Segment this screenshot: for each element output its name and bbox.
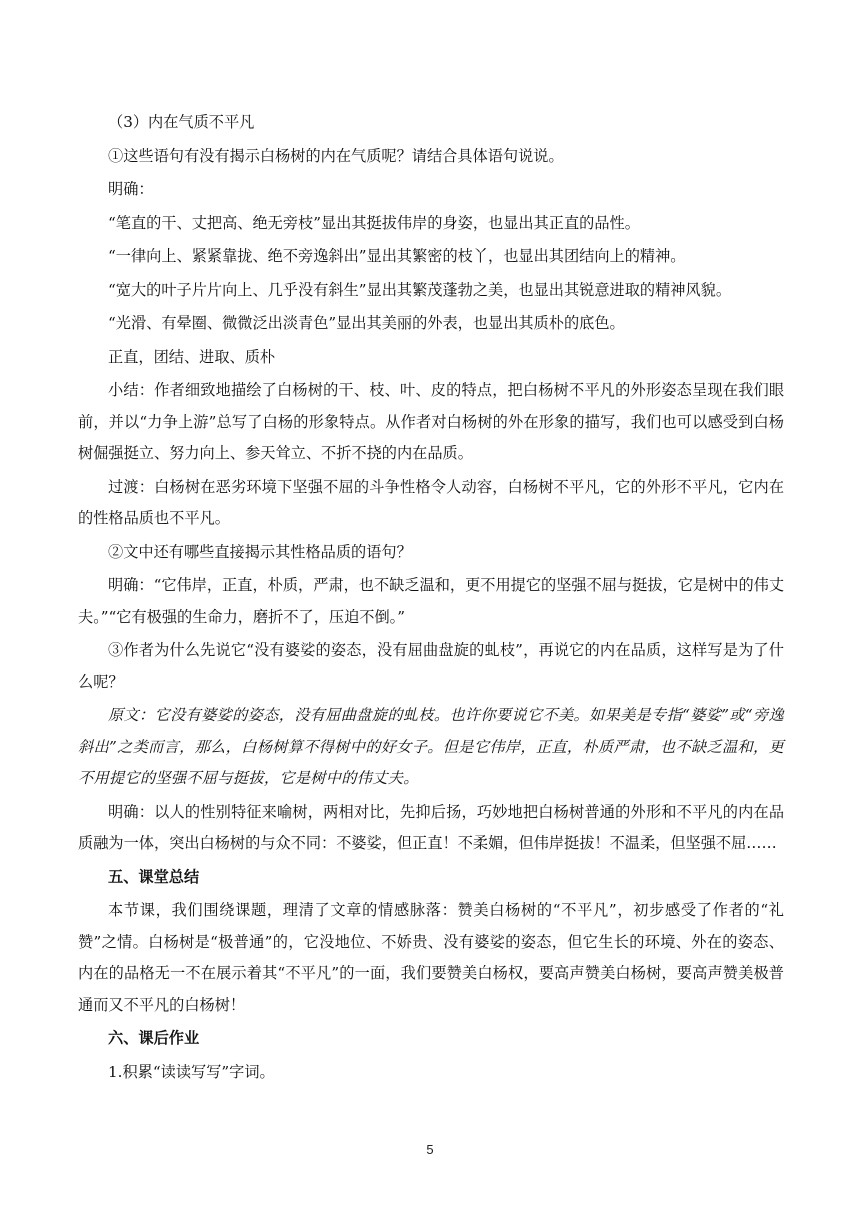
- question-1: ①这些语句有没有揭示白杨树的内在气质呢？请结合具体语句说说。: [108, 146, 564, 165]
- answer-point-branches: “一律向上、紧紧靠拢、绝不旁逸斜出”显出其繁密的枝丫，也显出其团结向上的精神。: [108, 247, 686, 265]
- document-body: [78, 107, 784, 1090]
- answer-2: 明确：“它伟岸，正直，朴质，严肃，也不缺乏温和，更不用提它的坚强不屈与挺拔，它是树中的伟丈夫。”“它有极强的生命力，磨折不了，压迫不倒。”: [78, 576, 785, 626]
- answer-label: 明确：: [108, 180, 154, 198]
- section-heading-homework: 六、课后作业: [108, 1029, 200, 1047]
- answer-keywords: 正直，团结、进取、质朴: [108, 347, 276, 366]
- class-summary-paragraph: 本节课，我们围绕课题，理清了文章的情感脉落：赞美白杨树的“不平凡”，初步感受了作者的“礼赞”之情。白杨树是“极普通”的，它没地位、不娇贵、没有婆娑的姿态，但它生长的环境、外在的姿态、内在的品格无一不在展示着其“不平凡”的一面，我们要赞美白杨权，要高声赞美白杨树，要高声赞美极普通而又不平凡的白杨树！: [78, 901, 784, 1014]
- answer-3: 明确：以人的性别特征来喻树，两相对比，先抑后扬，巧妙地把白杨树普通的外形和不平凡的内在品质融为一体，突出白杨树的与众不同：不婆娑，但正直！不柔媚，但伟岸挺拔！不温柔，但坚强不屈……: [78, 802, 784, 852]
- question-3: ③作者为什么先说它“没有婆娑的姿态，没有屈曲盘旋的虬枝”，再说它的内在品质，这样写是为了什么呢？: [78, 641, 784, 691]
- homework-item-1: 1.积累“读读写写”字词。: [108, 1062, 275, 1081]
- original-text-quote: 原文：它没有婆娑的姿态，没有屈曲盘旋的虬枝。也许你要说它不美。如果美是专指“婆娑”或“旁逸斜出”之类而言，那么，白杨树算不得树中的好女子。但是它伟岸，正直，朴质严肃，也不缺乏温和，更不用提它的坚强不屈与挺拔，它是树中的伟丈夫。: [78, 706, 784, 787]
- section-heading-class-summary: 五、课堂总结: [108, 867, 200, 886]
- page-number: 5: [426, 1142, 434, 1157]
- answer-point-leaves: “宽大的叶子片片向上、几乎没有斜生”显出其繁茂蓬勃之美，也显出其锐意进取的精神风貌。: [108, 280, 732, 299]
- transition-paragraph: 过渡：白杨树在恶劣环境下坚强不屈的斗争性格令人动容，白杨树不平凡，它的外形不平凡，它内在的性格品质也不平凡。: [78, 477, 784, 527]
- question-2: ②文中还有哪些直接揭示其性格品质的语句？: [108, 542, 412, 561]
- answer-point-trunk: “笔直的干、丈把高、绝无旁枝”显出其挺拔伟岸的身姿，也显出其正直的品性。: [108, 213, 640, 232]
- subsection-heading: （3）内在气质不平凡: [108, 113, 255, 131]
- summary-paragraph: 小结：作者细致地描绘了白杨树的干、枝、叶、皮的特点，把白杨树不平凡的外形姿态呈现在我们眼前，并以“力争上游”总写了白杨的形象特点。从作者对白杨树的外在形象的描写，我们也可以感受到白杨树倔强挺立、努力向上、参天耸立、不折不挠的内在品质。: [78, 381, 784, 462]
- answer-point-bark: “光滑、有晕圈、微微泛出淡青色”显出其美丽的外表，也显出其质朴的底色。: [108, 314, 625, 332]
